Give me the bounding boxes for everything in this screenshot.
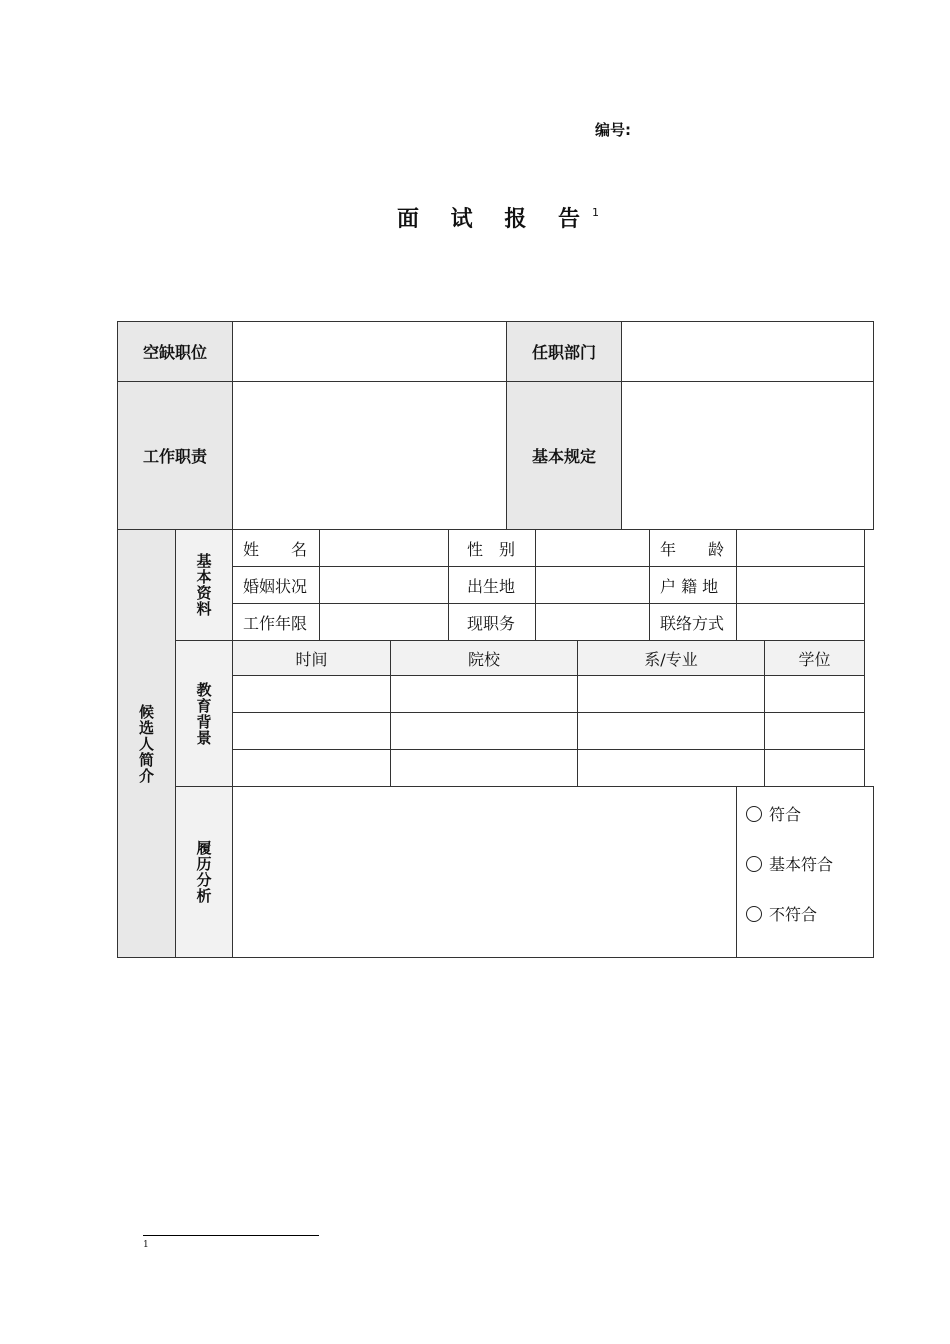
candidate-section-label: 候选人简介 xyxy=(117,529,176,958)
radio-circle-icon[interactable] xyxy=(746,806,762,822)
contact-field[interactable] xyxy=(736,603,865,641)
radio-circle-icon[interactable] xyxy=(746,906,762,922)
edu-header-major: 系/专业 xyxy=(577,640,765,676)
edu-header-school: 院校 xyxy=(390,640,578,676)
gender-field[interactable] xyxy=(535,529,650,567)
edu-cell[interactable] xyxy=(390,712,578,750)
education-label: 教育背景 xyxy=(175,640,233,787)
edu-cell[interactable] xyxy=(232,749,391,787)
edu-cell[interactable] xyxy=(577,675,765,713)
gender-label: 性 别 xyxy=(448,529,536,567)
option-no-match[interactable] xyxy=(746,902,817,925)
edu-cell[interactable] xyxy=(232,675,391,713)
household-register-field[interactable] xyxy=(736,566,865,604)
edu-cell[interactable] xyxy=(764,712,865,750)
vacancy-field[interactable] xyxy=(232,321,507,382)
edu-cell[interactable] xyxy=(764,675,865,713)
name-field[interactable] xyxy=(319,529,449,567)
current-position-label: 现职务 xyxy=(448,603,536,641)
radio-circle-icon[interactable] xyxy=(746,856,762,872)
edu-header-degree: 学位 xyxy=(764,640,865,676)
marital-status-field[interactable] xyxy=(319,566,449,604)
work-years-field[interactable] xyxy=(319,603,449,641)
serial-number-label: 编号: xyxy=(595,121,631,139)
duties-field[interactable] xyxy=(232,381,507,530)
household-register-label: 户 籍 地 xyxy=(649,566,737,604)
edu-cell[interactable] xyxy=(577,749,765,787)
current-position-field[interactable] xyxy=(535,603,650,641)
department-label: 任职部门 xyxy=(506,321,622,382)
footnote-number: 1 xyxy=(143,1240,149,1250)
title-text: 面 试 报 告 xyxy=(397,207,592,232)
name-label: 姓 名 xyxy=(232,529,320,567)
age-label: 年 龄 xyxy=(649,529,737,567)
edu-header-time: 时间 xyxy=(232,640,391,676)
basic-info-label: 基本资料 xyxy=(175,529,233,641)
option-match-label: 符合 xyxy=(769,805,802,824)
page-title xyxy=(0,202,950,233)
marital-status-label: 婚姻状况 xyxy=(232,566,320,604)
birthplace-label: 出生地 xyxy=(448,566,536,604)
edu-cell[interactable] xyxy=(764,749,865,787)
edu-cell[interactable] xyxy=(390,675,578,713)
requirements-field[interactable] xyxy=(621,381,874,530)
edu-cell[interactable] xyxy=(390,749,578,787)
department-field[interactable] xyxy=(621,321,874,382)
footnote-ref: 1 xyxy=(591,205,599,219)
resume-analysis-field[interactable] xyxy=(232,786,737,958)
resume-analysis-label: 履历分析 xyxy=(175,786,233,958)
requirements-label: 基本规定 xyxy=(506,381,622,530)
duties-label: 工作职责 xyxy=(117,381,233,530)
edu-cell[interactable] xyxy=(577,712,765,750)
option-basic-match-label: 基本符合 xyxy=(769,855,834,874)
birthplace-field[interactable] xyxy=(535,566,650,604)
option-match[interactable] xyxy=(746,802,801,825)
contact-label: 联络方式 xyxy=(649,603,737,641)
edu-cell[interactable] xyxy=(232,712,391,750)
work-years-label: 工作年限 xyxy=(232,603,320,641)
footnote-divider xyxy=(143,1235,319,1236)
option-no-match-label: 不符合 xyxy=(769,905,818,924)
age-field[interactable] xyxy=(736,529,865,567)
vacancy-label: 空缺职位 xyxy=(117,321,233,382)
option-basic-match[interactable] xyxy=(746,852,833,875)
